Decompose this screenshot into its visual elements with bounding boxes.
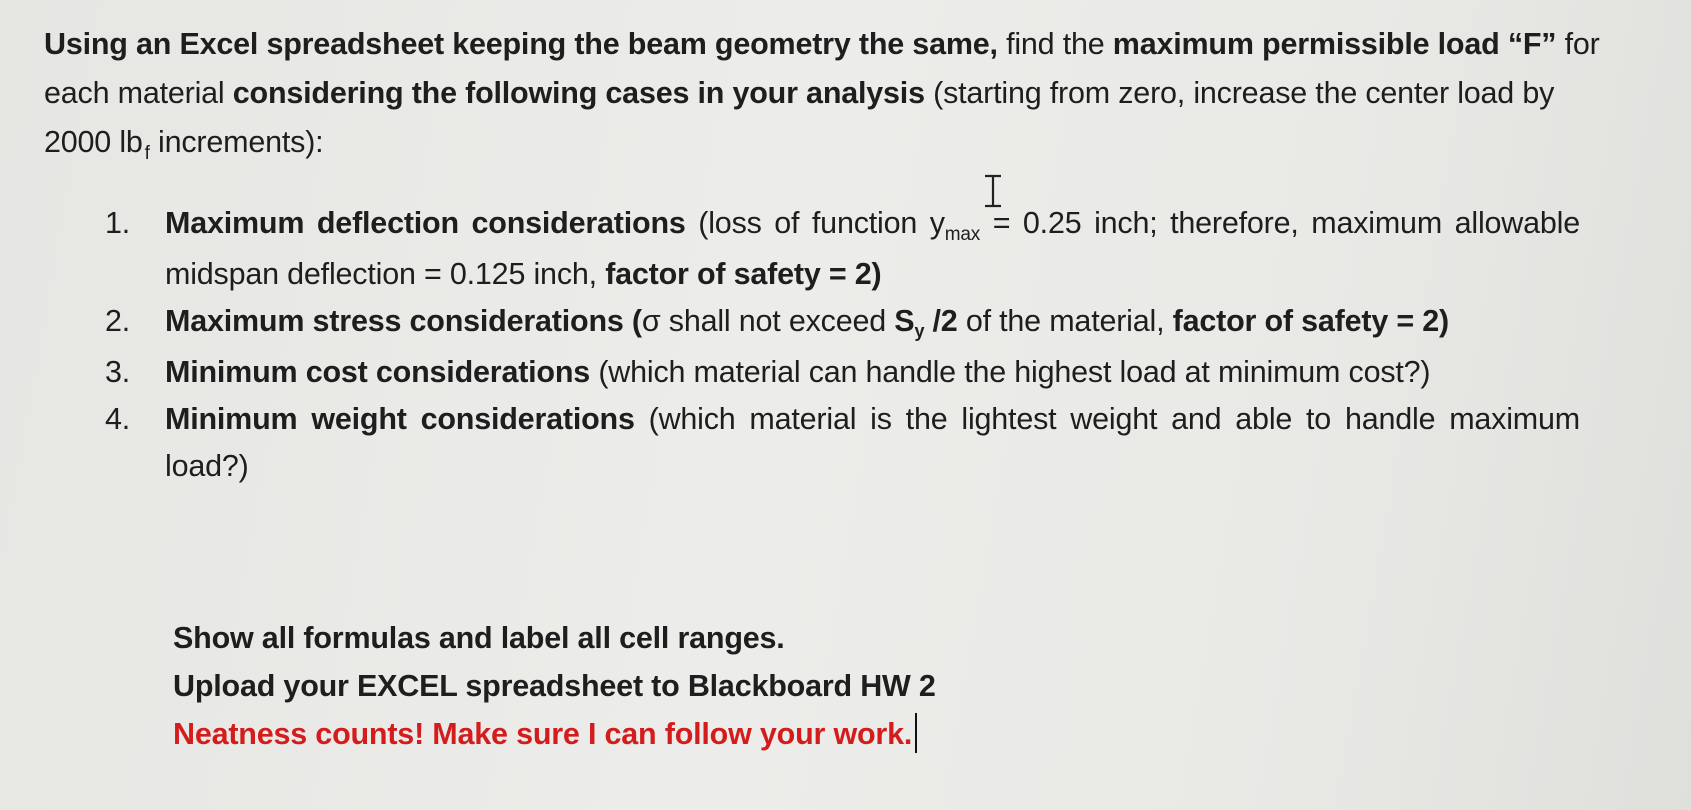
list-number: 1.	[105, 206, 131, 240]
list-number: 3.	[105, 355, 131, 389]
footer-line-upload: Upload your EXCEL spreadsheet to Blackboard HW 2	[173, 669, 936, 703]
intro-bold-1: Using an Excel spreadsheet keeping the beam geometry the same,	[44, 27, 998, 61]
intro-bold-2: maximum permissible load “F”	[1112, 27, 1557, 61]
item-bold-2: factor of safety = 2)	[605, 257, 882, 291]
list-number: 4.	[105, 402, 131, 436]
list-number: 2.	[105, 304, 131, 338]
item-bold-2: factor of safety = 2)	[1172, 304, 1449, 338]
list-item-cost	[105, 349, 1580, 396]
footer-line-neatness: Neatness counts! Make sure I can follow your work.	[173, 717, 913, 751]
sy-divisor: /2	[924, 304, 958, 338]
footer-line-formulas: Show all formulas and label all cell ranges.	[173, 621, 785, 655]
list-item-text	[165, 298, 1580, 349]
intro-subscript-f: f	[144, 143, 150, 164]
intro-text-3: (starting from zero, increase the center load by 2000 lb	[44, 76, 1555, 159]
ymax-subscript: max	[944, 224, 981, 245]
item-bold: Minimum weight considerations	[165, 402, 635, 436]
item-text-1: (which material can handle the highest load at minimum cost?)	[590, 355, 1431, 389]
list-item-text	[165, 349, 1580, 396]
item-bold: Minimum cost considerations	[165, 355, 591, 389]
list-item-weight	[105, 396, 1580, 490]
sy-symbol: S	[894, 304, 915, 338]
item-bold: Maximum stress considerations (	[165, 304, 642, 338]
text-caret-icon	[915, 713, 917, 753]
intro-bold-3: considering the following cases in your analysis	[232, 76, 925, 110]
sy-subscript: y	[914, 321, 925, 341]
footer-line-neatness-wrap	[173, 710, 936, 758]
intro-text-2: for each material	[44, 27, 1600, 110]
item-text-2: = 0.25 inch; therefore, maximum allowable midspan deflection = 0.125 inch,	[165, 206, 1580, 291]
intro-paragraph	[44, 20, 1604, 171]
intro-text-1: find the	[997, 27, 1113, 61]
item-text-1: (loss of function y	[685, 206, 945, 240]
intro-text-4: increments):	[149, 125, 324, 159]
list-item-text	[165, 200, 1580, 298]
considerations-list	[105, 200, 1580, 490]
instructions-footer	[173, 614, 936, 758]
list-item-deflection	[105, 200, 1580, 298]
item-text-1: σ shall not exceed	[641, 304, 895, 338]
list-item-stress	[105, 298, 1580, 349]
item-text-1: (which material is the lightest weight and able to handle maximum load?)	[165, 402, 1580, 483]
list-item-text	[165, 396, 1580, 490]
item-bold: Maximum deflection considerations	[165, 206, 686, 240]
item-text-2: of the material,	[957, 304, 1173, 338]
